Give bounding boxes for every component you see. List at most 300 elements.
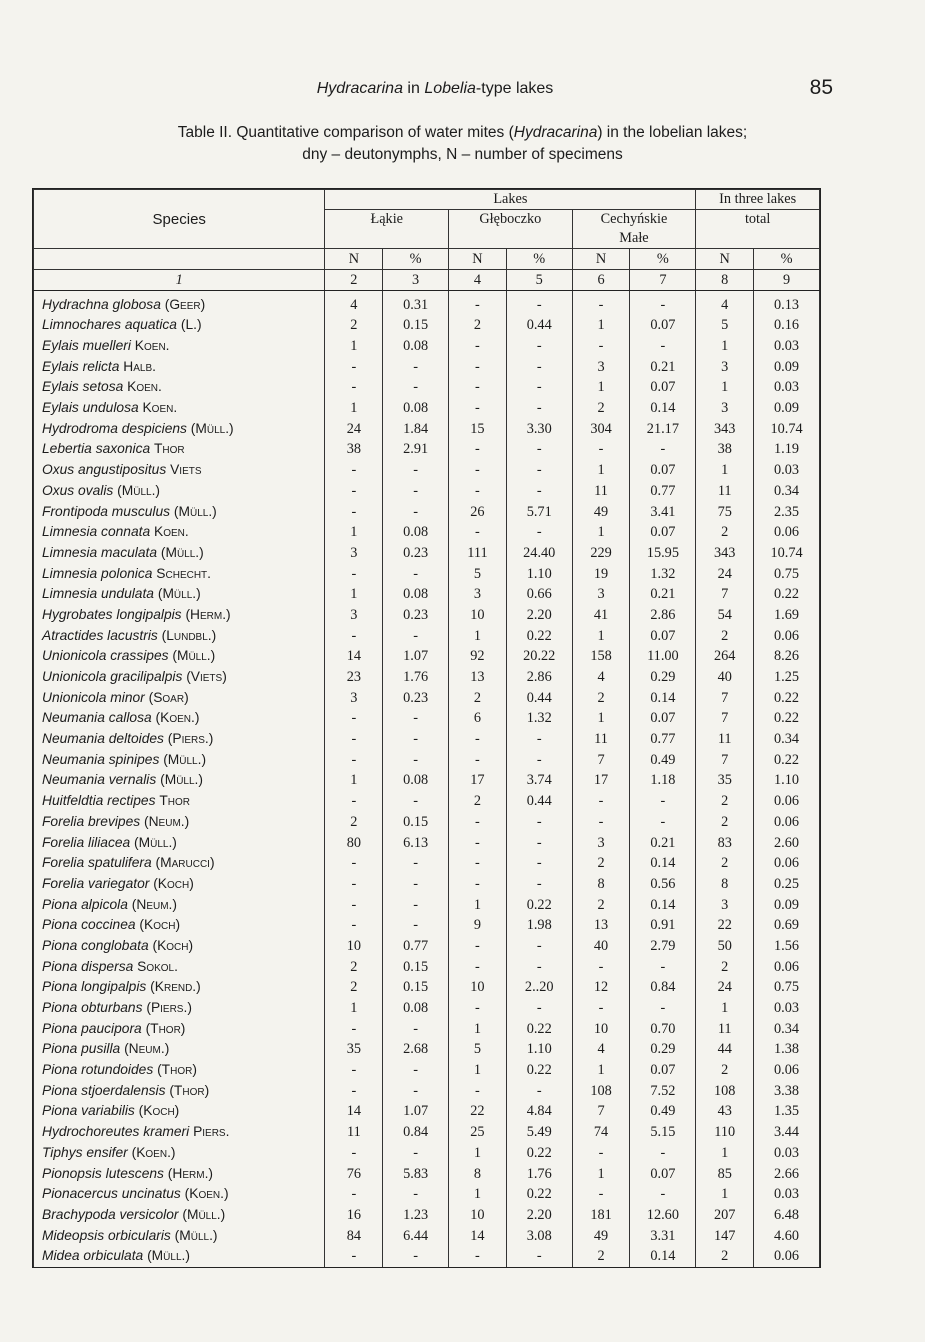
- column-number: 2: [325, 270, 383, 291]
- count-cell: 2: [572, 1246, 630, 1267]
- count-cell: 1: [449, 894, 507, 915]
- percent-cell: 0.08: [383, 522, 449, 543]
- count-cell: 1: [572, 1163, 630, 1184]
- table-row: [34, 874, 820, 895]
- percent-cell: -: [506, 460, 572, 481]
- percent-cell: 0.49: [630, 1101, 696, 1122]
- percent-cell: 5.71: [506, 501, 572, 522]
- count-cell: 16: [325, 1205, 383, 1226]
- percent-cell: 5.15: [630, 1122, 696, 1143]
- count-cell: 11: [696, 729, 754, 750]
- percent-cell: 0.08: [383, 584, 449, 605]
- count-cell: 15: [449, 418, 507, 439]
- percent-cell: -: [506, 853, 572, 874]
- count-cell: 7: [572, 1101, 630, 1122]
- species-author: (Lundbl.): [161, 627, 217, 643]
- table-row: [34, 1143, 820, 1164]
- count-cell: 11: [572, 729, 630, 750]
- percent-cell: 3.38: [754, 1080, 820, 1101]
- count-cell: -: [449, 356, 507, 377]
- species-name-cell: [34, 377, 325, 398]
- count-cell: 3: [449, 584, 507, 605]
- count-cell: -: [325, 460, 383, 481]
- percent-cell: 0.06: [754, 812, 820, 833]
- unit-cell: %: [506, 249, 572, 270]
- percent-cell: 3.08: [506, 1225, 572, 1246]
- species-binomial: Piona pusilla: [42, 1041, 121, 1057]
- species-name-cell: [34, 439, 325, 460]
- species-author: Koen.: [127, 379, 162, 395]
- table-row: [34, 977, 820, 998]
- percent-cell: 1.38: [754, 1039, 820, 1060]
- count-cell: -: [449, 832, 507, 853]
- count-cell: 7: [696, 687, 754, 708]
- count-cell: 12: [572, 977, 630, 998]
- percent-cell: 0.21: [630, 832, 696, 853]
- count-cell: 8: [696, 874, 754, 895]
- units-species-blank: [34, 249, 325, 270]
- table-row: [34, 832, 820, 853]
- count-cell: -: [325, 356, 383, 377]
- species-binomial: Mideopsis orbicularis: [42, 1227, 171, 1243]
- count-cell: 1: [325, 398, 383, 419]
- percent-cell: -: [383, 1060, 449, 1081]
- count-cell: 11: [572, 481, 630, 502]
- species-author: (Müll.): [163, 751, 207, 767]
- species-name-cell: [34, 625, 325, 646]
- species-name-cell: [34, 563, 325, 584]
- column-number: 6: [572, 270, 630, 291]
- count-cell: -: [572, 998, 630, 1019]
- species-name-cell: [34, 522, 325, 543]
- percent-cell: -: [383, 749, 449, 770]
- count-cell: 304: [572, 418, 630, 439]
- count-cell: -: [572, 439, 630, 460]
- unit-cell: N: [325, 249, 383, 270]
- percent-cell: 0.22: [754, 708, 820, 729]
- count-cell: 17: [449, 770, 507, 791]
- percent-cell: -: [506, 291, 572, 316]
- table-row: [34, 1246, 820, 1267]
- species-author: (Koch): [138, 1103, 180, 1119]
- percent-cell: 0.44: [506, 687, 572, 708]
- count-cell: -: [449, 729, 507, 750]
- percent-cell: 2.86: [630, 605, 696, 626]
- table-row: [34, 543, 820, 564]
- species-name-cell: [34, 291, 325, 316]
- caption-suffix: ) in the lobelian lakes;: [597, 124, 748, 141]
- species-author: (Thor): [145, 1020, 186, 1036]
- species-binomial: Piona rotundoides: [42, 1062, 154, 1078]
- table-row: [34, 853, 820, 874]
- species-name-cell: [34, 853, 325, 874]
- running-title-lobelia: Lobelia: [424, 80, 476, 97]
- percent-cell: 1.69: [754, 605, 820, 626]
- column-number: 3: [383, 270, 449, 291]
- species-binomial: Eylais relicta: [42, 358, 120, 374]
- count-cell: -: [325, 894, 383, 915]
- count-cell: 10: [449, 977, 507, 998]
- percent-cell: 11.00: [630, 646, 696, 667]
- count-cell: 2: [696, 1060, 754, 1081]
- count-cell: 343: [696, 543, 754, 564]
- count-cell: -: [325, 749, 383, 770]
- percent-cell: 0.06: [754, 853, 820, 874]
- count-cell: 10: [449, 605, 507, 626]
- count-cell: 1: [325, 998, 383, 1019]
- species-binomial: Oxus angustipositus: [42, 462, 167, 478]
- count-cell: 2: [696, 956, 754, 977]
- count-cell: 13: [572, 915, 630, 936]
- percent-cell: 0.77: [630, 481, 696, 502]
- count-cell: 7: [696, 749, 754, 770]
- count-cell: -: [325, 874, 383, 895]
- count-cell: -: [325, 501, 383, 522]
- percent-cell: 0.22: [506, 1018, 572, 1039]
- percent-cell: -: [506, 356, 572, 377]
- species-name-cell: [34, 874, 325, 895]
- unit-cell: %: [630, 249, 696, 270]
- count-cell: 3: [325, 543, 383, 564]
- percent-cell: 1.10: [506, 563, 572, 584]
- species-name-cell: [34, 1184, 325, 1205]
- count-cell: 7: [696, 584, 754, 605]
- species-binomial: Hygrobates longipalpis: [42, 606, 182, 622]
- percent-cell: 0.75: [754, 563, 820, 584]
- percent-cell: 6.48: [754, 1205, 820, 1226]
- species-binomial: Eylais setosa: [42, 379, 124, 395]
- table-row: [34, 460, 820, 481]
- percent-cell: 1.32: [630, 563, 696, 584]
- count-cell: -: [325, 729, 383, 750]
- percent-cell: 0.34: [754, 729, 820, 750]
- species-binomial: Eylais undulosa: [42, 400, 139, 416]
- percent-cell: -: [506, 336, 572, 357]
- species-name-cell: [34, 460, 325, 481]
- water-mites-table: [33, 189, 820, 1267]
- percent-cell: 0.31: [383, 291, 449, 316]
- species-author: (Müll.): [147, 1248, 190, 1264]
- species-name-cell: [34, 1101, 325, 1122]
- percent-cell: 0.06: [754, 522, 820, 543]
- count-cell: 8: [572, 874, 630, 895]
- percent-cell: -: [383, 625, 449, 646]
- species-binomial: Pionacercus uncinatus: [42, 1186, 181, 1202]
- percent-cell: 1.23: [383, 1205, 449, 1226]
- count-cell: 1: [325, 770, 383, 791]
- table-row: [34, 1225, 820, 1246]
- count-cell: 40: [696, 667, 754, 688]
- percent-cell: 0.08: [383, 770, 449, 791]
- table-row: [34, 1080, 820, 1101]
- count-cell: 2: [696, 853, 754, 874]
- percent-cell: -: [383, 1018, 449, 1039]
- table-row: [34, 1018, 820, 1039]
- caption-line-1: [0, 122, 925, 144]
- percent-cell: -: [383, 460, 449, 481]
- count-cell: 26: [449, 501, 507, 522]
- percent-cell: 5.83: [383, 1163, 449, 1184]
- count-cell: 9: [449, 915, 507, 936]
- species-name-cell: [34, 936, 325, 957]
- lake-cechynskie-header: [572, 210, 696, 249]
- count-cell: 2: [325, 812, 383, 833]
- count-cell: -: [325, 853, 383, 874]
- count-cell: -: [325, 1143, 383, 1164]
- count-cell: -: [449, 812, 507, 833]
- percent-cell: -: [383, 1246, 449, 1267]
- table-row: [34, 791, 820, 812]
- percent-cell: 2.79: [630, 936, 696, 957]
- percent-cell: -: [383, 874, 449, 895]
- percent-cell: -: [383, 563, 449, 584]
- units-row: [34, 249, 820, 270]
- percent-cell: -: [630, 291, 696, 316]
- count-cell: 1: [572, 708, 630, 729]
- species-binomial: Oxus ovalis: [42, 482, 114, 498]
- percent-cell: 1.56: [754, 936, 820, 957]
- percent-cell: 1.10: [754, 770, 820, 791]
- percent-cell: 0.22: [506, 1184, 572, 1205]
- count-cell: 3: [696, 398, 754, 419]
- count-cell: 17: [572, 770, 630, 791]
- count-cell: 74: [572, 1122, 630, 1143]
- species-name-cell: [34, 729, 325, 750]
- percent-cell: 2.20: [506, 605, 572, 626]
- species-binomial: Pionopsis lutescens: [42, 1165, 164, 1181]
- count-cell: -: [572, 791, 630, 812]
- percent-cell: -: [506, 956, 572, 977]
- percent-cell: 10.74: [754, 543, 820, 564]
- percent-cell: 0.22: [506, 625, 572, 646]
- species-name-cell: [34, 667, 325, 688]
- count-cell: 11: [325, 1122, 383, 1143]
- species-binomial: Piona stjoerdalensis: [42, 1082, 166, 1098]
- percent-cell: 1.25: [754, 667, 820, 688]
- count-cell: 2: [449, 791, 507, 812]
- species-binomial: Brachypoda versicolor: [42, 1206, 179, 1222]
- count-cell: 5: [696, 315, 754, 336]
- percent-cell: 12.60: [630, 1205, 696, 1226]
- table-row: [34, 377, 820, 398]
- species-author: (Marucci): [155, 855, 215, 871]
- percent-cell: 0.91: [630, 915, 696, 936]
- species-binomial: Neumania callosa: [42, 710, 152, 726]
- table-row: [34, 1163, 820, 1184]
- species-author: (Geer): [164, 297, 206, 312]
- species-author: Koen.: [142, 400, 178, 416]
- column-number: 8: [696, 270, 754, 291]
- caption-italic: Hydracarina: [513, 124, 598, 141]
- species-binomial: Forelia variegator: [42, 875, 150, 891]
- count-cell: 13: [449, 667, 507, 688]
- table-row: [34, 749, 820, 770]
- percent-cell: 0.03: [754, 1143, 820, 1164]
- percent-cell: 0.34: [754, 1018, 820, 1039]
- percent-cell: -: [506, 874, 572, 895]
- percent-cell: 0.03: [754, 377, 820, 398]
- table-row: [34, 439, 820, 460]
- species-name-cell: [34, 1080, 325, 1101]
- species-binomial: Midea orbiculata: [42, 1248, 144, 1264]
- percent-cell: -: [630, 998, 696, 1019]
- percent-cell: -: [383, 791, 449, 812]
- species-author: (Neum.): [144, 813, 190, 829]
- count-cell: 3: [325, 605, 383, 626]
- species-binomial: Forelia spatulifera: [42, 855, 152, 871]
- unit-cell: N: [449, 249, 507, 270]
- species-binomial: Limnesia connata: [42, 524, 151, 540]
- species-binomial: Limnesia undulata: [42, 586, 154, 602]
- percent-cell: 0.06: [754, 791, 820, 812]
- count-cell: -: [449, 398, 507, 419]
- species-author: (Herm.): [185, 606, 231, 622]
- count-cell: 14: [449, 1225, 507, 1246]
- count-cell: 7: [572, 749, 630, 770]
- percent-cell: -: [506, 998, 572, 1019]
- percent-cell: 0.07: [630, 460, 696, 481]
- count-cell: -: [572, 336, 630, 357]
- percent-cell: 6.44: [383, 1225, 449, 1246]
- percent-cell: 1.19: [754, 439, 820, 460]
- percent-cell: -: [383, 894, 449, 915]
- species-name-cell: [34, 1205, 325, 1226]
- species-author: Thor: [154, 441, 185, 457]
- percent-cell: 0.07: [630, 708, 696, 729]
- three-lakes-header: In three lakes: [696, 190, 820, 210]
- species-binomial: Neumania deltoides: [42, 731, 164, 747]
- count-cell: 24: [696, 977, 754, 998]
- count-cell: -: [325, 563, 383, 584]
- percent-cell: 0.03: [754, 336, 820, 357]
- percent-cell: 0.13: [754, 291, 820, 316]
- percent-cell: 0.25: [754, 874, 820, 895]
- count-cell: 38: [325, 439, 383, 460]
- species-author: (Koen.): [184, 1186, 229, 1202]
- table-row: [34, 894, 820, 915]
- table-row: [34, 1205, 820, 1226]
- count-cell: 22: [696, 915, 754, 936]
- count-cell: 76: [325, 1163, 383, 1184]
- percent-cell: -: [506, 377, 572, 398]
- percent-cell: -: [630, 1143, 696, 1164]
- species-name-cell: [34, 894, 325, 915]
- percent-cell: 0.14: [630, 894, 696, 915]
- species-binomial: Forelia liliacea: [42, 834, 131, 850]
- percent-cell: 0.03: [754, 460, 820, 481]
- count-cell: 1: [449, 1018, 507, 1039]
- percent-cell: -: [506, 832, 572, 853]
- species-binomial: Forelia brevipes: [42, 813, 141, 829]
- count-cell: -: [325, 1060, 383, 1081]
- percent-cell: 0.29: [630, 1039, 696, 1060]
- species-name-cell: [34, 1039, 325, 1060]
- percent-cell: 0.09: [754, 356, 820, 377]
- count-cell: 1: [696, 1184, 754, 1205]
- count-cell: 83: [696, 832, 754, 853]
- count-cell: 1: [696, 1143, 754, 1164]
- species-author: Thor: [159, 793, 190, 809]
- percent-cell: -: [383, 853, 449, 874]
- count-cell: 4: [696, 291, 754, 316]
- count-cell: 1: [572, 377, 630, 398]
- percent-cell: 21.17: [630, 418, 696, 439]
- count-cell: 49: [572, 1225, 630, 1246]
- count-cell: 43: [696, 1101, 754, 1122]
- species-binomial: Piona paucipora: [42, 1020, 142, 1036]
- percent-cell: -: [383, 729, 449, 750]
- species-author: (Müll.): [160, 544, 204, 560]
- count-cell: 3: [572, 584, 630, 605]
- count-cell: 2: [696, 812, 754, 833]
- percent-cell: 0.15: [383, 812, 449, 833]
- table-row: [34, 646, 820, 667]
- species-name-cell: [34, 1143, 325, 1164]
- count-cell: 2: [572, 687, 630, 708]
- species-binomial: Lebertia saxonica: [42, 441, 151, 457]
- percent-cell: 0.23: [383, 543, 449, 564]
- count-cell: -: [325, 1018, 383, 1039]
- percent-cell: 24.40: [506, 543, 572, 564]
- percent-cell: -: [506, 729, 572, 750]
- count-cell: 1: [572, 460, 630, 481]
- count-cell: 147: [696, 1225, 754, 1246]
- unit-cell: N: [572, 249, 630, 270]
- species-author: (Koen.): [155, 710, 200, 726]
- count-cell: 8: [449, 1163, 507, 1184]
- percent-cell: 0.07: [630, 522, 696, 543]
- species-author: (Koch): [152, 937, 194, 953]
- species-author: (Neum.): [124, 1041, 170, 1057]
- count-cell: 1: [696, 336, 754, 357]
- species-author: (Herm.): [167, 1165, 214, 1181]
- count-cell: 1: [696, 377, 754, 398]
- count-cell: 2: [696, 522, 754, 543]
- percent-cell: -: [630, 1184, 696, 1205]
- total-header: total: [696, 210, 820, 249]
- column-number: 5: [506, 270, 572, 291]
- table-row: [34, 625, 820, 646]
- count-cell: -: [572, 1184, 630, 1205]
- count-cell: -: [449, 936, 507, 957]
- percent-cell: 0.15: [383, 956, 449, 977]
- percent-cell: -: [383, 501, 449, 522]
- species-binomial: Neumania vernalis: [42, 772, 157, 788]
- count-cell: 1: [572, 625, 630, 646]
- count-cell: 3: [696, 356, 754, 377]
- count-cell: 108: [696, 1080, 754, 1101]
- percent-cell: 2.86: [506, 667, 572, 688]
- count-cell: 229: [572, 543, 630, 564]
- species-binomial: Piona obturbans: [42, 1000, 143, 1016]
- species-name-cell: [34, 812, 325, 833]
- count-cell: 35: [696, 770, 754, 791]
- lake-gleboczko-header: Głęboczko: [449, 210, 573, 249]
- species-binomial: Huitfeldtia rectipes: [42, 793, 156, 809]
- species-name-cell: [34, 1246, 325, 1267]
- percent-cell: -: [383, 481, 449, 502]
- species-author: (Thor): [157, 1062, 197, 1078]
- count-cell: 264: [696, 646, 754, 667]
- species-name-cell: [34, 584, 325, 605]
- table-row: [34, 1122, 820, 1143]
- count-cell: 110: [696, 1122, 754, 1143]
- count-cell: 11: [696, 1018, 754, 1039]
- percent-cell: 1.10: [506, 1039, 572, 1060]
- species-author: (Soar): [148, 689, 189, 705]
- percent-cell: 0.22: [754, 687, 820, 708]
- count-cell: 108: [572, 1080, 630, 1101]
